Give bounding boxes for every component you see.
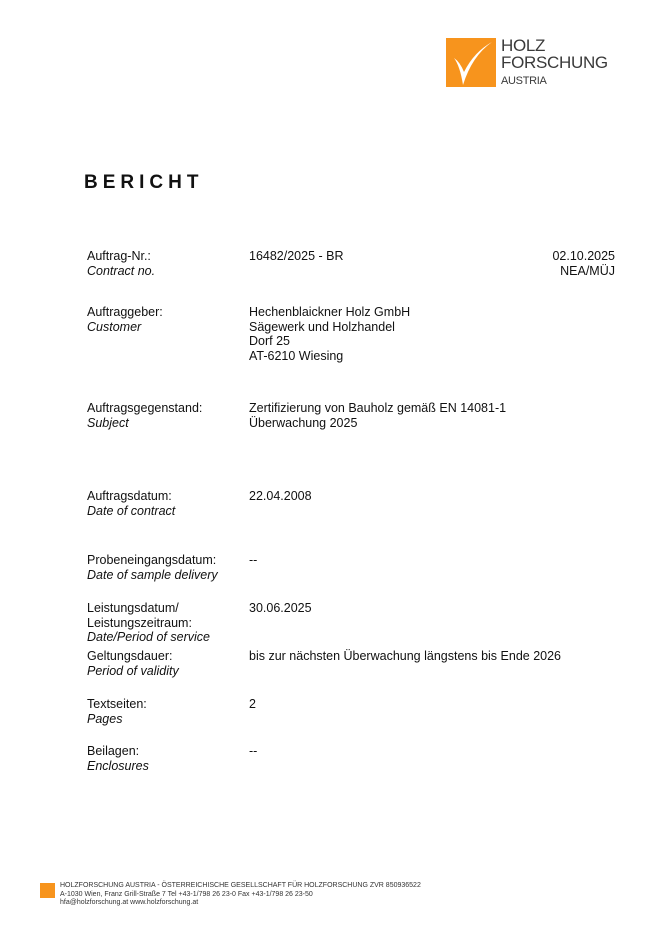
field-label-de: Textseiten: — [87, 697, 147, 711]
field-label — [87, 697, 247, 726]
field-label-de: Auftragsgegenstand: — [87, 401, 203, 415]
field-value — [249, 649, 561, 664]
field-label-en: Date of sample delivery — [87, 567, 218, 582]
field-label-en: Period of validity — [87, 663, 179, 678]
report-reference: NEA/MÜJ — [560, 263, 615, 278]
field-value — [249, 249, 344, 264]
footer-line-2: A-1030 Wien, Franz Grill-Straße 7 Tel +43-1/798 26 23-0 Fax +43-1/798 26 23-50 — [60, 890, 313, 898]
field-label — [87, 553, 247, 582]
logo-text: AUSTRIA — [501, 75, 547, 87]
field-value — [249, 697, 256, 712]
field-label — [87, 249, 247, 278]
field-value — [249, 601, 312, 616]
field-label-de: Auftragsdatum: — [87, 489, 172, 503]
field-value-line: AT-6210 Wiesing — [249, 348, 344, 363]
field-label-de: Auftraggeber: — [87, 305, 163, 319]
field-label — [87, 489, 247, 518]
field-value-line: -- — [249, 553, 258, 567]
field-label-de: Beilagen: — [87, 744, 140, 758]
document-title: BERICHT — [84, 172, 204, 193]
field-label-en: Date of contract — [87, 503, 176, 518]
field-label — [87, 401, 247, 430]
field-label-en: Pages — [87, 711, 123, 726]
field-label — [87, 601, 247, 645]
field-value-line: Sägewerk und Holzhandel — [249, 319, 395, 334]
field-label-de: Auftrag-Nr.: — [87, 249, 151, 263]
field-label-de: Probeneingangsdatum: — [87, 553, 217, 567]
field-value-line: -- — [249, 744, 258, 758]
field-value-line: bis zur nächsten Überwachung längstens bis Ende 2026 — [249, 649, 562, 663]
footer-logo-square — [40, 883, 55, 898]
field-value — [249, 744, 257, 759]
field-label — [87, 305, 247, 334]
field-label-en: Date/Period of service — [87, 630, 210, 644]
logo-text: HOLZ — [501, 36, 546, 55]
field-value-line: 2 — [249, 697, 256, 711]
field-value — [249, 489, 312, 504]
footer-line-3: hfa@holzforschung.at www.holzforschung.at — [60, 899, 199, 906]
holzforschung-logo — [446, 38, 626, 88]
field-label-de: Leistungszeitraum: — [87, 615, 192, 630]
field-value-line: Zertifizierung von Bauholz gemäß EN 14081-1 — [249, 401, 507, 415]
field-label-en: Enclosures — [87, 758, 149, 773]
field-value-line: Dorf 25 — [249, 334, 290, 348]
logo-mark-icon — [446, 38, 496, 87]
logo-text: FORSCHUNG — [501, 53, 608, 72]
field-value-line: 30.06.2025 — [249, 601, 312, 615]
footer-line-1: HOLZFORSCHUNG AUSTRIA - ÖSTERREICHISCHE GESELLSCHAFT FÜR HOLZFORSCHUNG ZVR 850936522 — [60, 882, 421, 889]
field-label-de: Leistungsdatum/ — [87, 601, 179, 615]
field-label-en: Customer — [87, 319, 142, 334]
report-date: 02.10.2025 — [552, 249, 615, 263]
field-value-line: Überwachung 2025 — [249, 415, 358, 430]
field-label — [87, 649, 247, 678]
field-value — [249, 553, 257, 568]
field-value-line: 16482/2025 - BR — [249, 249, 344, 263]
field-label-en: Contract no. — [87, 263, 156, 278]
field-value-line: 22.04.2008 — [249, 489, 312, 503]
field-label-en: Subject — [87, 415, 129, 430]
field-label-de: Geltungsdauer: — [87, 649, 173, 663]
field-value-line: Hechenblaickner Holz GmbH — [249, 305, 411, 319]
field-value — [249, 305, 410, 363]
field-label — [87, 744, 247, 773]
field-value — [249, 401, 506, 430]
